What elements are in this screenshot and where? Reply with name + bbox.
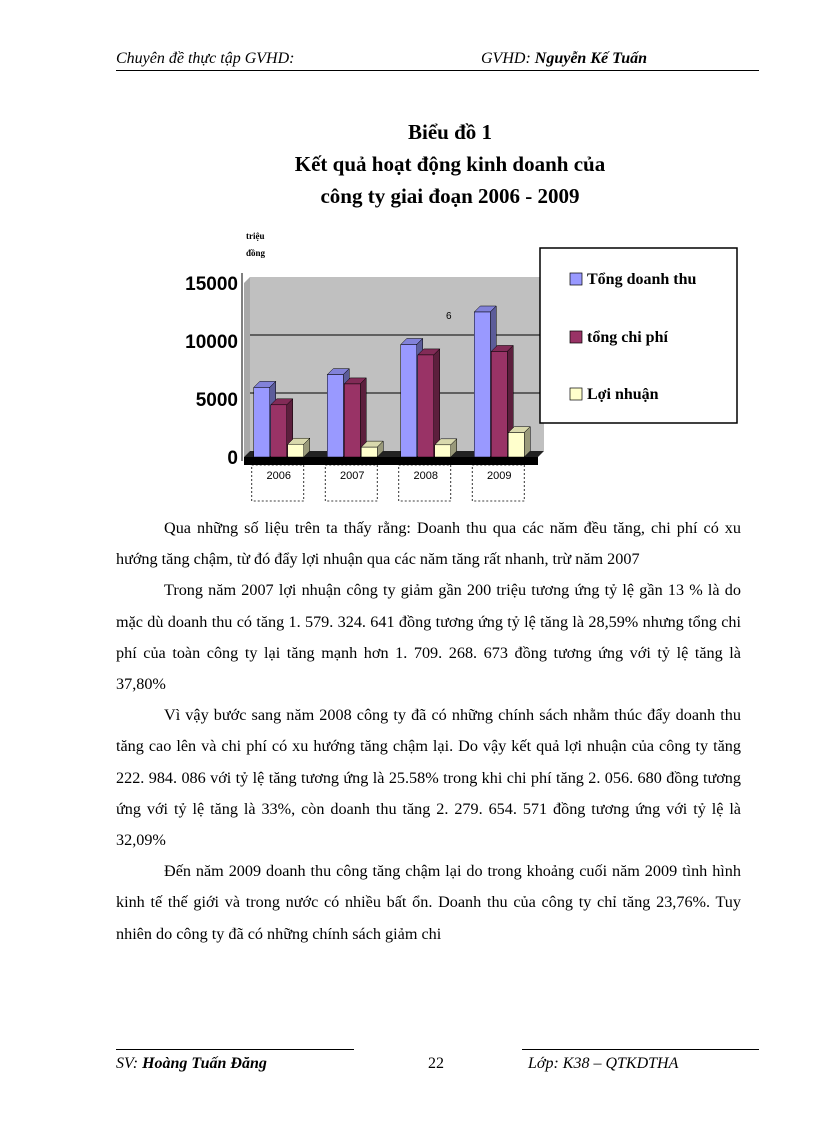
body-text [116, 513, 741, 950]
legend-swatch-2 [570, 331, 582, 343]
bar-2009-series-1 [474, 312, 490, 457]
bar-2006-series-3 [288, 444, 304, 457]
bar-2008-series-1 [401, 344, 417, 457]
plot-side-wall [244, 277, 250, 457]
x-tick-label: 2007 [340, 470, 365, 482]
bar-2009-series-2 [491, 351, 507, 457]
footer-student-name: Hoàng Tuấn Đăng [142, 1055, 267, 1072]
business-results-chart [160, 220, 750, 510]
header-right [481, 50, 647, 68]
header-advisor-name: Nguyễn Kế Tuấn [534, 50, 648, 67]
footer-student [116, 1055, 267, 1073]
page-header [116, 50, 759, 71]
y-tick-label: 15000 [185, 274, 238, 295]
footer-class: Lớp: K38 – QTKDTHA [528, 1055, 679, 1072]
paragraph-4: Đến năm 2009 doanh thu công tăng chậm lại do trong khoảng cuối năm 2009 tình hình kinh tế thế giới và trong nước có nhiều bất ổn. Doanh thu của công ty chỉ tăng 23,76%. Tuy nhiên do công ty đã có những chính sách giảm chi [116, 862, 741, 943]
bar-2006-series-1 [254, 387, 270, 457]
bar-2006-series-2 [271, 405, 287, 457]
y-unit-label: đồng [246, 248, 266, 258]
footer-rule-left [116, 1049, 354, 1050]
footer-student-prefix: SV: [116, 1055, 143, 1072]
y-tick-label: 5000 [195, 390, 238, 411]
plot-floor-front [244, 457, 538, 465]
paragraph-3: Vì vậy bước sang năm 2008 công ty đã có những chính sách nhằm thúc đẩy doanh thu tăng cao lên và chi phí có xu hướng tăng chậm lại. Do vậy kết quả lợi nhuận của công ty tăng 222. 984. 086 với tỷ lệ tăng tương ứng là 25.58% trong khi chi phí tăng 2. 056. 680 đồng tương ứng với tỷ lệ tăng là 33%, còn doanh thu tăng 2. 279. 654. 571 đồng tương ứng với tỷ lệ là 32,09% [116, 706, 741, 850]
x-tick-label: 2008 [413, 470, 438, 482]
footer-rule-right [522, 1049, 759, 1050]
header-left: Chuyên đề thực tập GVHD: [116, 50, 295, 67]
y-tick-label: 10000 [185, 332, 238, 353]
chart-title-line1: Biểu đồ 1 [407, 120, 493, 144]
legend-swatch-3 [570, 388, 582, 400]
legend-label-3: Lợi nhuận [587, 386, 659, 403]
paragraph-2: Trong năm 2007 lợi nhuận công ty giảm gần 200 triệu tương ứng tỷ lệ gần 13 % là do mặc dù doanh thu có tăng 1. 579. 324. 641 đồng tương ứng tỷ lệ tăng là 28,59% nhưng tổng chi phí của toàn công ty lại tăng mạnh hơn 1. 709. 268. 673 đồng tương ứng với tỷ lệ tăng là 37,80% [116, 581, 741, 694]
y-unit-label: triệu [246, 231, 265, 241]
bar-2009-series-3 [508, 433, 524, 457]
legend-swatch-1 [570, 273, 582, 285]
chart-title-line2: Kết quả hoạt động kinh doanh của [294, 152, 606, 176]
bar-2008-series-2 [418, 355, 434, 457]
legend-label-2: tổng chi phí [587, 329, 668, 346]
bar-2008-series-3 [435, 445, 451, 457]
paragraph-1: Qua những số liệu trên ta thấy rằng: Doanh thu qua các năm đều tăng, chi phí có xu hướng tăng chậm, từ đó đẩy lợi nhuận qua các năm tăng rất nhanh, trừ năm 2007 [116, 519, 741, 569]
legend-label-1: Tổng doanh thu [587, 271, 697, 288]
bar-2007-series-1 [327, 375, 343, 457]
x-tick-label: 2006 [266, 470, 291, 482]
y-tick-label: 0 [227, 448, 238, 469]
chart-annotation: 6 [446, 311, 452, 322]
bar-2007-series-3 [361, 447, 377, 457]
page-number: 22 [428, 1055, 444, 1072]
chart-title-line3: công ty giai đoạn 2006 - 2009 [320, 184, 580, 208]
x-tick-label: 2009 [487, 470, 512, 482]
header-right-prefix: GVHD: [481, 50, 535, 67]
bar-2007-series-2 [344, 384, 360, 457]
